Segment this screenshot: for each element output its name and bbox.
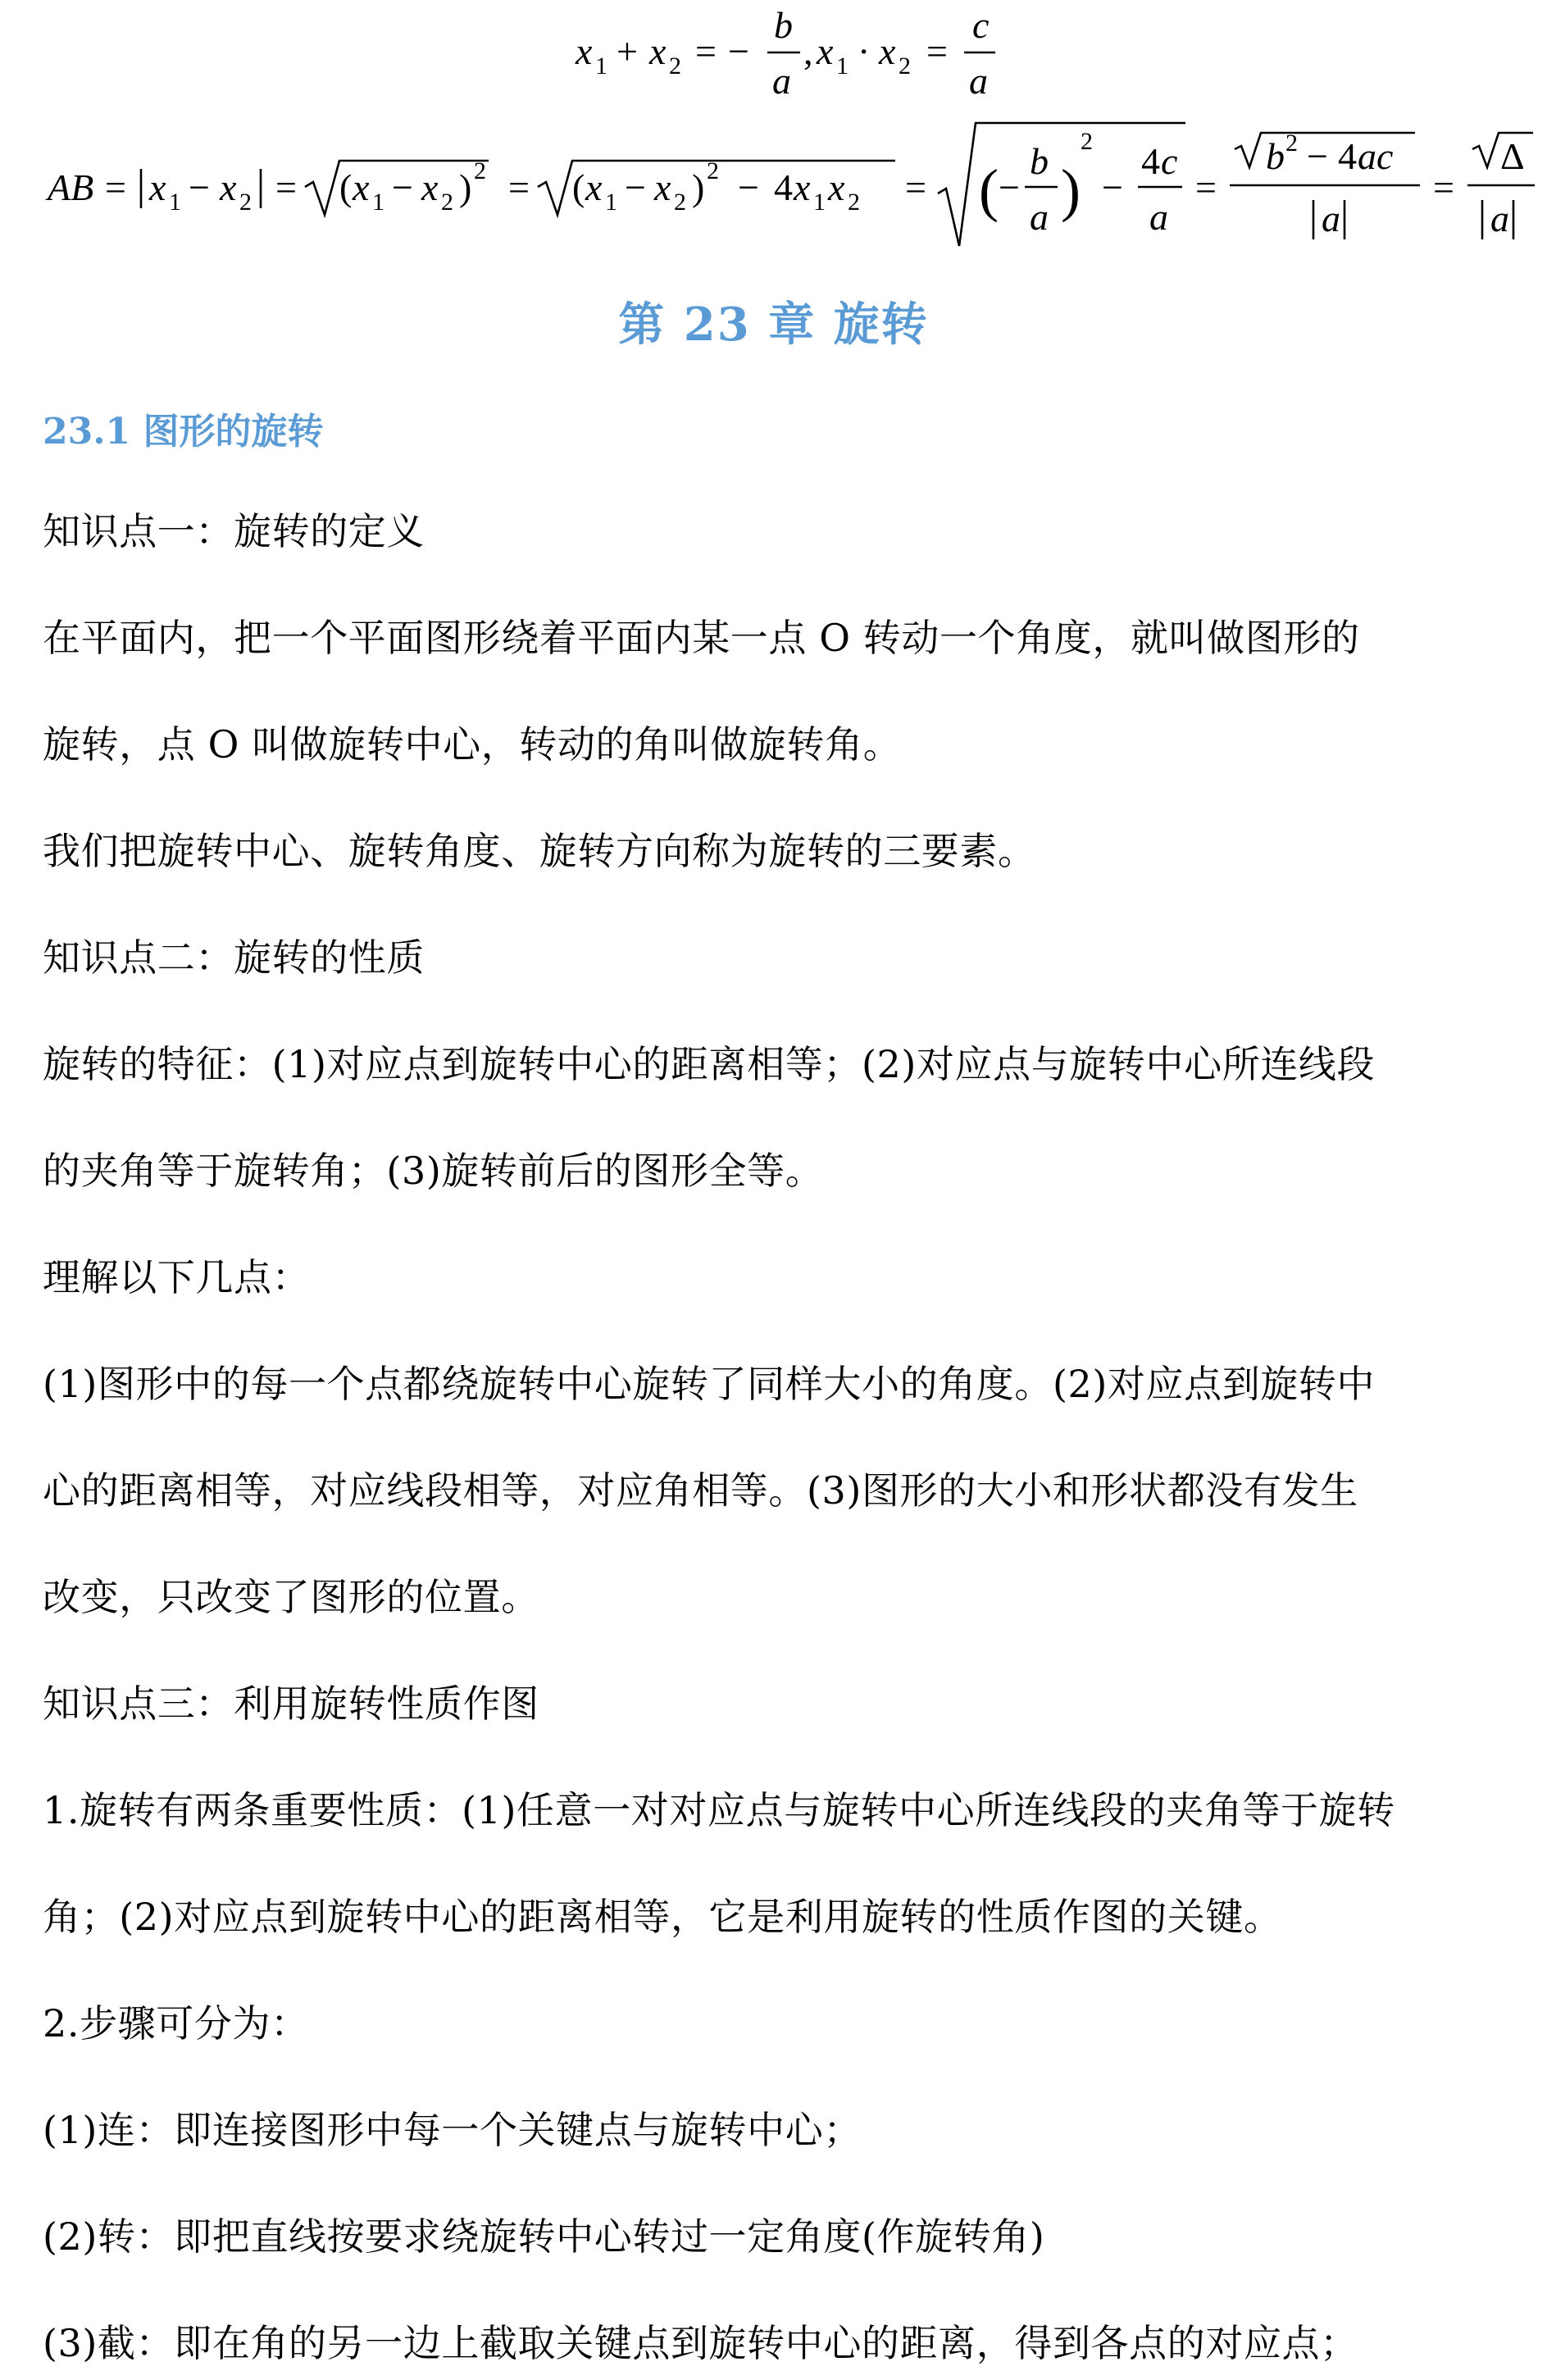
svg-text:a: a bbox=[1149, 196, 1168, 238]
paragraph-line: 角；(2)对应点到旋转中心的距离相等，它是利用旋转的性质作图的关键。 bbox=[43, 1895, 1282, 1939]
svg-text:x: x bbox=[220, 166, 237, 208]
svg-text:a: a bbox=[969, 60, 988, 102]
svg-text:x: x bbox=[828, 166, 845, 208]
svg-text:,: , bbox=[803, 30, 813, 72]
svg-text:b: b bbox=[1030, 140, 1049, 182]
svg-text:Δ: Δ bbox=[1500, 135, 1525, 177]
paragraph-line: 的夹角等于旋转角；(3)旋转前后的图形全等。 bbox=[43, 1149, 824, 1193]
svg-text:): ) bbox=[692, 166, 705, 208]
paragraph-line: 我们把旋转中心、旋转角度、旋转方向称为旋转的三要素。 bbox=[43, 829, 1036, 873]
svg-text:c: c bbox=[972, 4, 990, 46]
svg-text:x: x bbox=[353, 166, 370, 208]
paragraph-line: 旋转的特征：(1)对应点到旋转中心的距离相等；(2)对应点与旋转中心所连线段 bbox=[43, 1042, 1376, 1086]
svg-text:1: 1 bbox=[595, 52, 607, 80]
svg-text:=: = bbox=[508, 166, 530, 208]
svg-text:(: ( bbox=[339, 166, 353, 208]
paragraph-line: 2.步骤可分为： bbox=[43, 2001, 309, 2046]
svg-text:b: b bbox=[774, 4, 793, 46]
svg-text:=: = bbox=[275, 166, 297, 208]
svg-text:x: x bbox=[649, 30, 667, 72]
svg-text:(: ( bbox=[979, 157, 999, 223]
svg-text:2: 2 bbox=[239, 189, 252, 216]
paragraph-line: (1)图形中的每一个点都绕旋转中心旋转了同样大小的角度。(2)对应点到旋转中 bbox=[43, 1362, 1376, 1406]
paragraph-line: 改变，只改变了图形的位置。 bbox=[43, 1575, 539, 1619]
svg-text:x: x bbox=[654, 166, 671, 208]
svg-text:x: x bbox=[817, 30, 834, 72]
svg-text:−: − bbox=[999, 166, 1020, 208]
svg-text:2: 2 bbox=[669, 52, 681, 80]
svg-text:−: − bbox=[738, 166, 759, 208]
svg-text:1: 1 bbox=[836, 52, 849, 80]
svg-text:2: 2 bbox=[848, 189, 860, 216]
chapter-title: 第 23 章 旋转 bbox=[618, 298, 929, 352]
svg-text:x: x bbox=[794, 166, 811, 208]
paragraph-line: 旋转，点 O 叫做旋转中心，转动的角叫做旋转角。 bbox=[43, 722, 902, 767]
svg-text:−: − bbox=[392, 166, 413, 208]
svg-text:4: 4 bbox=[1338, 135, 1357, 177]
svg-text:=: = bbox=[905, 166, 926, 208]
svg-text:): ) bbox=[459, 166, 472, 208]
svg-text:a: a bbox=[1322, 198, 1340, 239]
svg-text:1: 1 bbox=[605, 189, 617, 216]
svg-text:=: = bbox=[1433, 166, 1454, 208]
paragraph-line: 在平面内，把一个平面图形绕着平面内某一点 O 转动一个角度，就叫做图形的 bbox=[43, 616, 1360, 660]
svg-text:2: 2 bbox=[474, 157, 486, 184]
step-cut: (3)截：即在角的另一边上截取关键点到旋转中心的距离，得到各点的对应点； bbox=[43, 2321, 1358, 2365]
svg-text:=: = bbox=[695, 30, 717, 72]
svg-text:x: x bbox=[879, 30, 896, 72]
svg-text:(: ( bbox=[572, 166, 585, 208]
svg-text:2: 2 bbox=[707, 157, 719, 184]
svg-text:b: b bbox=[1266, 135, 1285, 177]
svg-text:+: + bbox=[617, 30, 638, 72]
svg-text:2: 2 bbox=[1285, 130, 1298, 157]
svg-text:a: a bbox=[1490, 198, 1509, 239]
svg-text:−: − bbox=[1102, 166, 1123, 208]
svg-text:=: = bbox=[926, 30, 948, 72]
svg-text:−: − bbox=[1307, 135, 1328, 177]
svg-text:=: = bbox=[105, 166, 126, 208]
step-rotate: (2)转：即把直线按要求绕旋转中心转过一定角度(作旋转角) bbox=[43, 2214, 1045, 2259]
paragraph-line: 心的距离相等，对应线段相等，对应角相等。(3)图形的大小和形状都没有发生 bbox=[43, 1468, 1358, 1513]
svg-text:=: = bbox=[1195, 166, 1217, 208]
svg-text:): ) bbox=[1061, 157, 1081, 223]
svg-text:AB: AB bbox=[48, 166, 94, 208]
svg-text:2: 2 bbox=[441, 189, 453, 216]
svg-text:1: 1 bbox=[169, 189, 181, 216]
svg-text:−: − bbox=[625, 166, 646, 208]
svg-text:4: 4 bbox=[1141, 140, 1160, 182]
svg-text:4: 4 bbox=[774, 166, 793, 208]
knowledge-point-3-heading: 知识点三：利用旋转性质作图 bbox=[43, 1681, 539, 1726]
knowledge-point-2-heading: 知识点二：旋转的性质 bbox=[43, 935, 425, 980]
svg-text:x: x bbox=[421, 166, 439, 208]
section-title: 23.1 图形的旋转 bbox=[43, 411, 324, 453]
svg-text:x: x bbox=[585, 166, 603, 208]
svg-text:a: a bbox=[1030, 196, 1049, 238]
svg-text:2: 2 bbox=[1081, 128, 1093, 155]
step-connect: (1)连：即连接图形中每一个关键点与旋转中心； bbox=[43, 2108, 862, 2152]
svg-text:−: − bbox=[189, 166, 210, 208]
paragraph-line: 1.旋转有两条重要性质：(1)任意一对对应点与旋转中心所连线段的夹角等于旋转 bbox=[43, 1788, 1395, 1832]
svg-text:ac: ac bbox=[1358, 135, 1394, 177]
paragraph-line: 理解以下几点： bbox=[43, 1255, 311, 1299]
svg-text:c: c bbox=[1161, 140, 1178, 182]
knowledge-point-1-heading: 知识点一：旋转的定义 bbox=[43, 509, 425, 553]
svg-text:·: · bbox=[858, 30, 871, 72]
svg-text:−: − bbox=[728, 30, 749, 72]
formula-distance-ab bbox=[0, 0, 1547, 262]
svg-text:a: a bbox=[772, 60, 791, 102]
svg-text:1: 1 bbox=[813, 189, 826, 216]
svg-text:2: 2 bbox=[674, 189, 686, 216]
svg-text:x: x bbox=[576, 30, 593, 72]
svg-text:1: 1 bbox=[372, 189, 384, 216]
svg-text:2: 2 bbox=[899, 52, 911, 80]
svg-text:x: x bbox=[149, 166, 166, 208]
